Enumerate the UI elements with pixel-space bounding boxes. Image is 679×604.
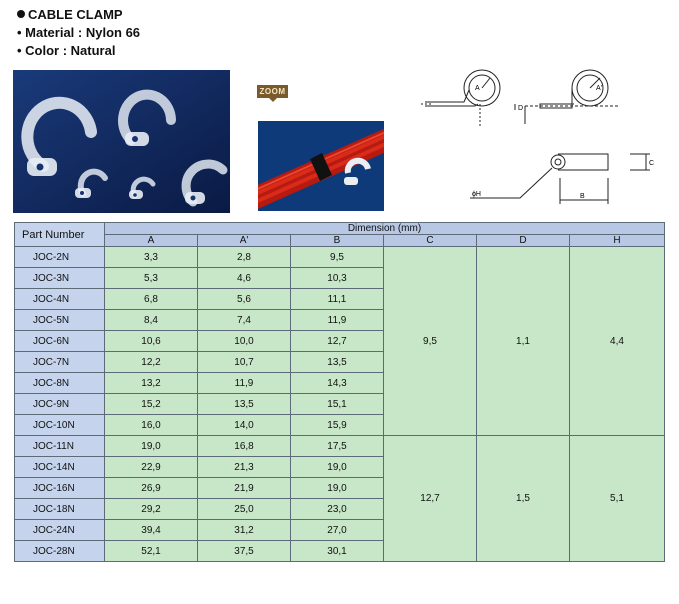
table-row [15, 436, 665, 457]
value-a-prime-cell: 5,6 [198, 289, 291, 310]
value-b-cell: 12,7 [291, 331, 384, 352]
drawing-label-h: ϕH [472, 191, 481, 198]
product-title: CABLE CLAMP [28, 7, 123, 22]
part-number-cell: JOC-6N [15, 331, 105, 352]
part-number-cell: JOC-16N [15, 478, 105, 499]
part-number-cell: JOC-14N [15, 457, 105, 478]
zoom-badge[interactable]: ZOOM [257, 85, 288, 98]
value-a-cell: 22,9 [105, 457, 198, 478]
value-a-prime-cell: 21,9 [198, 478, 291, 499]
part-number-cell: JOC-7N [15, 352, 105, 373]
part-number-cell: JOC-9N [15, 394, 105, 415]
technical-drawing [420, 68, 670, 213]
value-b-cell: 15,9 [291, 415, 384, 436]
product-header [17, 6, 140, 60]
value-a-prime-cell: 10,7 [198, 352, 291, 373]
product-title-line [17, 6, 140, 24]
column-header-a-prime: A' [198, 235, 291, 247]
column-header-d: D [477, 235, 570, 247]
value-d-cell: 1,5 [477, 436, 570, 562]
value-a-cell: 52,1 [105, 541, 198, 562]
value-a-prime-cell: 16,8 [198, 436, 291, 457]
column-header-b: B [291, 235, 384, 247]
value-a-prime-cell: 31,2 [198, 520, 291, 541]
value-d-cell: 1,1 [477, 247, 570, 436]
value-c-cell: 12,7 [384, 436, 477, 562]
value-b-cell: 15,1 [291, 394, 384, 415]
part-number-cell: JOC-11N [15, 436, 105, 457]
value-b-cell: 17,5 [291, 436, 384, 457]
material-line: • Material : Nylon 66 [17, 25, 141, 40]
value-a-cell: 12,2 [105, 352, 198, 373]
value-b-cell: 11,1 [291, 289, 384, 310]
value-b-cell: 13,5 [291, 352, 384, 373]
value-b-cell: 11,9 [291, 310, 384, 331]
drawing-label-d: D [518, 105, 524, 112]
part-number-cell: JOC-8N [15, 373, 105, 394]
dimension-header: Dimension (mm) [105, 223, 665, 235]
value-a-cell: 16,0 [105, 415, 198, 436]
value-a-cell: 10,6 [105, 331, 198, 352]
value-a-cell: 13,2 [105, 373, 198, 394]
value-b-cell: 14,3 [291, 373, 384, 394]
value-a-prime-cell: 2,8 [198, 247, 291, 268]
value-b-cell: 10,3 [291, 268, 384, 289]
value-a-prime-cell: 21,3 [198, 457, 291, 478]
value-a-prime-cell: 10,0 [198, 331, 291, 352]
value-a-cell: 29,2 [105, 499, 198, 520]
part-number-cell: JOC-24N [15, 520, 105, 541]
part-number-cell: JOC-4N [15, 289, 105, 310]
table-body [15, 247, 665, 562]
value-a-prime-cell: 25,0 [198, 499, 291, 520]
part-number-cell: JOC-18N [15, 499, 105, 520]
drawing-label-a: A [475, 85, 480, 92]
part-number-cell: JOC-5N [15, 310, 105, 331]
drawing-label-a-prime: A' [596, 85, 603, 92]
value-h-cell: 4,4 [570, 247, 665, 436]
column-header-h: H [570, 235, 665, 247]
value-b-cell: 19,0 [291, 457, 384, 478]
value-a-cell: 8,4 [105, 310, 198, 331]
value-a-cell: 6,8 [105, 289, 198, 310]
zoom-photo [258, 121, 384, 211]
color-line: • Color : Natural [17, 43, 116, 58]
value-b-cell: 19,0 [291, 478, 384, 499]
part-number-cell: JOC-2N [15, 247, 105, 268]
drawing-label-b: B [580, 193, 585, 200]
value-a-prime-cell: 7,4 [198, 310, 291, 331]
value-b-cell: 27,0 [291, 520, 384, 541]
part-number-cell: JOC-28N [15, 541, 105, 562]
drawing-label-c: C [649, 160, 655, 167]
value-a-cell: 19,0 [105, 436, 198, 457]
clamps-product-photo [13, 70, 230, 213]
value-a-cell: 5,3 [105, 268, 198, 289]
value-b-cell: 9,5 [291, 247, 384, 268]
part-number-cell: JOC-10N [15, 415, 105, 436]
value-a-prime-cell: 4,6 [198, 268, 291, 289]
value-a-prime-cell: 37,5 [198, 541, 291, 562]
column-header-a: A [105, 235, 198, 247]
value-a-cell: 26,9 [105, 478, 198, 499]
dimension-table [14, 222, 665, 562]
part-number-cell: JOC-3N [15, 268, 105, 289]
value-a-cell: 15,2 [105, 394, 198, 415]
bullet-icon [17, 10, 25, 18]
value-a-cell: 3,3 [105, 247, 198, 268]
value-a-prime-cell: 14,0 [198, 415, 291, 436]
value-b-cell: 30,1 [291, 541, 384, 562]
value-b-cell: 23,0 [291, 499, 384, 520]
value-h-cell: 5,1 [570, 436, 665, 562]
value-a-prime-cell: 11,9 [198, 373, 291, 394]
value-c-cell: 9,5 [384, 247, 477, 436]
value-a-cell: 39,4 [105, 520, 198, 541]
table-row [15, 247, 665, 268]
value-a-prime-cell: 13,5 [198, 394, 291, 415]
part-number-header: Part Number [15, 223, 105, 247]
column-header-c: C [384, 235, 477, 247]
